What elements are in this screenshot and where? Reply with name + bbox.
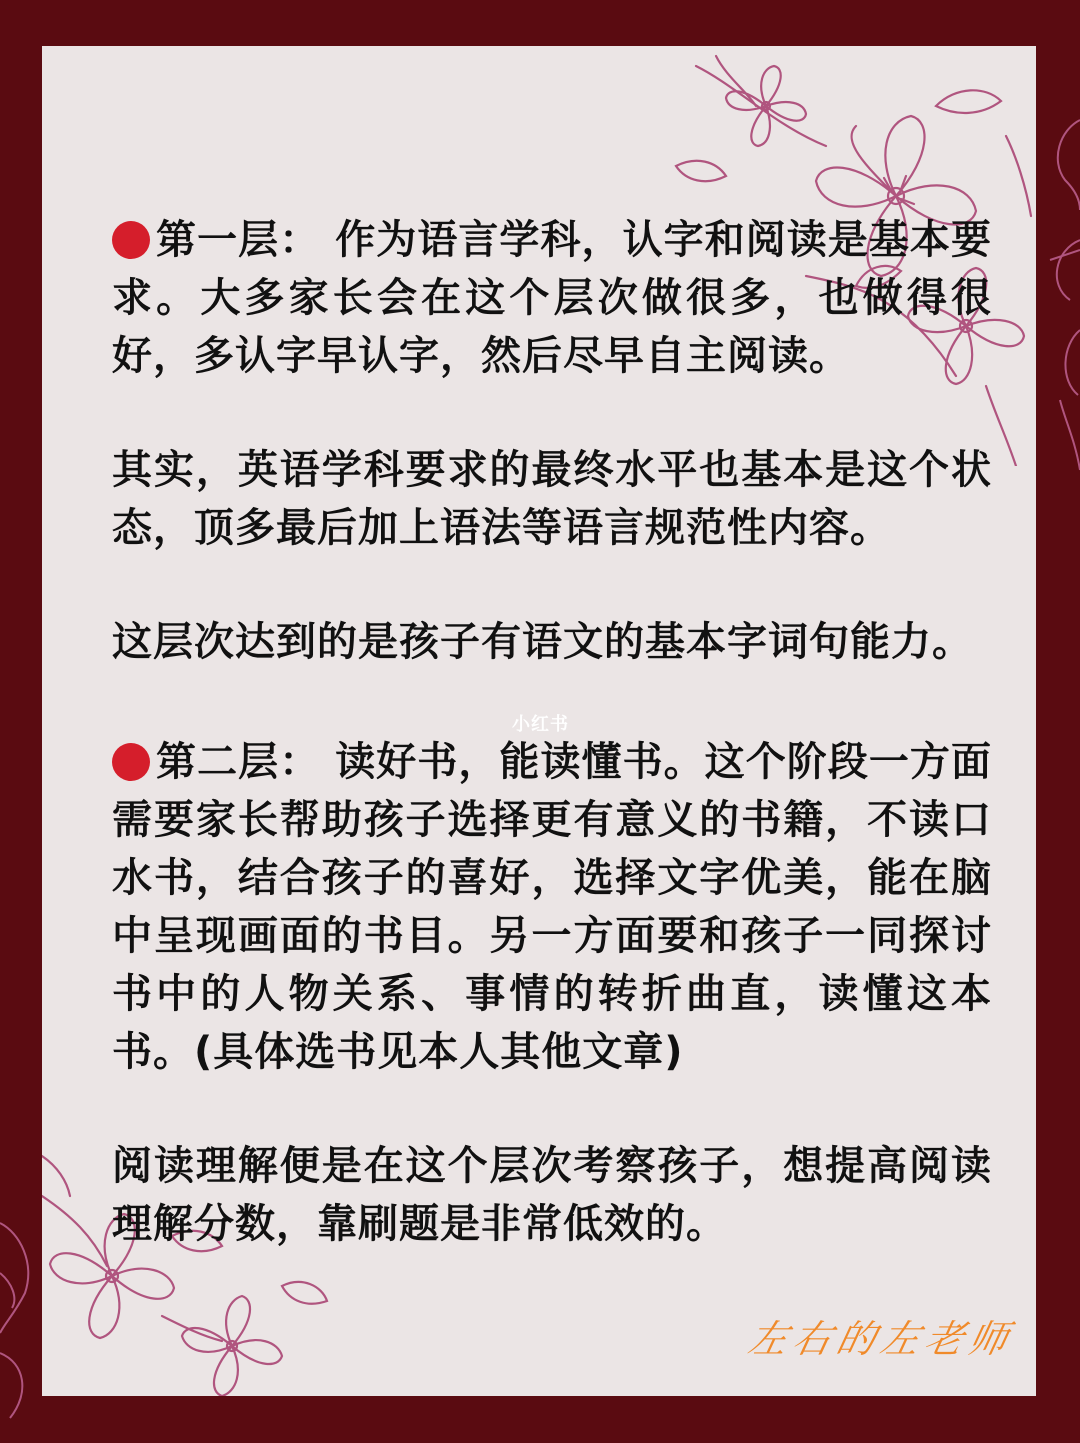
article-body [112, 211, 992, 1309]
paragraph-text: 这层次达到的是孩子有语文的基本字词句能力。 [112, 619, 973, 665]
paragraph-text: 第一层： 作为语言学科，认字和阅读是基本要求。大多家长会在这个层次做很多，也做得很好，多认字早认字，然后尽早自主阅读。 [112, 217, 992, 379]
paragraph-english-note [112, 441, 992, 557]
content-card [42, 46, 1036, 1396]
author-signature: 左右的左老师 [744, 1317, 1018, 1361]
paragraph-text: 阅读理解便是在这个层次考察孩子，想提高阅读理解分数，靠刷题是非常低效的。 [112, 1143, 992, 1247]
paragraph-layer-one-summary [112, 613, 992, 671]
paragraph-text: 第二层： 读好书，能读懂书。这个阶段一方面需要家长帮助孩子选择更有意义的书籍，不读口水书，结合孩子的喜好，选择文字优美，能在脑中呈现画面的书目。另一方面要和孩子一同探讨书中的人物关系、事情的转折曲直，读懂这本书。(具体选书见本人其他文章) [112, 739, 992, 1075]
bullet-dot-icon [112, 743, 150, 781]
watermark-text: 小红书 [512, 714, 569, 735]
paragraph-layer-two [112, 733, 992, 1081]
paragraph-text: 其实，英语学科要求的最终水平也基本是这个状态，顶多最后加上语法等语言规范性内容。 [112, 447, 992, 551]
paragraph-layer-one [112, 211, 992, 385]
bullet-dot-icon [112, 221, 150, 259]
paragraph-reading-comprehension [112, 1137, 992, 1253]
